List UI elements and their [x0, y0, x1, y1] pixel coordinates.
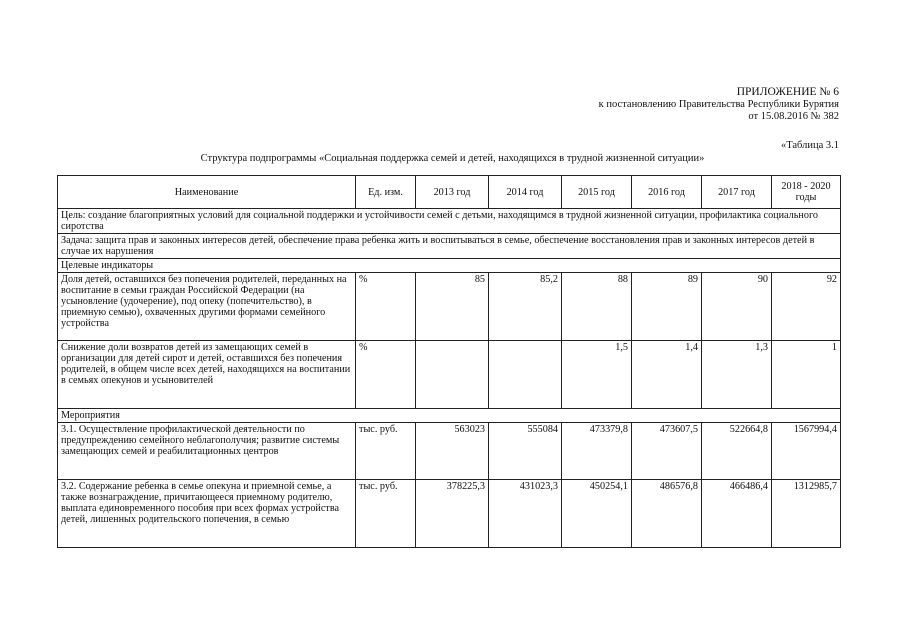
value-2015: 473379,8	[562, 423, 632, 480]
table-row	[58, 273, 841, 341]
value-2016: 1,4	[632, 341, 702, 409]
value-2018-2020: 1567994,4	[772, 423, 841, 480]
value-2018-2020: 1	[772, 341, 841, 409]
value-2014	[489, 341, 562, 409]
value-2016: 89	[632, 273, 702, 341]
value-2017: 90	[702, 273, 772, 341]
value-2013: 85	[416, 273, 489, 341]
col-header-2013: 2013 год	[416, 176, 489, 209]
table-row	[58, 341, 841, 409]
value-2015: 1,5	[562, 341, 632, 409]
value-2017: 466486,4	[702, 480, 772, 548]
col-header-2015: 2015 год	[562, 176, 632, 209]
row-name: Снижение доли возвратов детей из замещающих семей в организации для детей сирот и детей, оставшихся без попечения родителей, в общем числе всех детей, находящихся на воспитании в семьях опекунов и усыновителей	[58, 341, 356, 409]
row-unit: %	[356, 341, 416, 409]
task-row	[58, 234, 841, 259]
value-2016: 473607,5	[632, 423, 702, 480]
col-header-unit: Ед. изм.	[356, 176, 416, 209]
row-name: Доля детей, оставшихся без попечения родителей, переданных на воспитание в семьи граждан Российской Федерации (на усыновление (удочерение), под опеку (попечительство), в приемную семью), охваченных другими формами семейного устройства	[58, 273, 356, 341]
col-header-2016: 2016 год	[632, 176, 702, 209]
indicators-heading: Целевые индикаторы	[58, 259, 841, 273]
col-header-name: Наименование	[58, 176, 356, 209]
row-unit: тыс. руб.	[356, 423, 416, 480]
goal-row	[58, 209, 841, 234]
value-2014: 555084	[489, 423, 562, 480]
measures-heading-row	[58, 409, 841, 423]
col-header-2018-2020: 2018 - 2020 годы	[772, 176, 841, 209]
resolution-line: к постановлению Правительства Республики Бурятия	[598, 99, 839, 110]
row-unit: тыс. руб.	[356, 480, 416, 548]
page-title: Структура подпрограммы «Социальная поддержка семей и детей, находящихся в трудной жизненной ситуации»	[200, 153, 705, 164]
value-2018-2020: 92	[772, 273, 841, 341]
row-name: 3.2. Содержание ребенка в семье опекуна и приемной семье, а также вознаграждение, причитающееся приемному родителю, выплата единовременного пособия при всех формах устройства детей, лишенных родительского попечения, в семью	[58, 480, 356, 548]
table-header-row	[58, 176, 841, 209]
value-2013: 378225,3	[416, 480, 489, 548]
value-2017: 522664,8	[702, 423, 772, 480]
value-2013: 563023	[416, 423, 489, 480]
measures-heading: Мероприятия	[58, 409, 841, 423]
value-2018-2020: 1312985,7	[772, 480, 841, 548]
goal-text: Цель: создание благоприятных условий для социальной поддержки и устойчивости семей с детьми, находящимся в трудной жизненной ситуации, профилактика социального сиротства	[58, 209, 841, 234]
col-header-2017: 2017 год	[702, 176, 772, 209]
value-2013	[416, 341, 489, 409]
col-header-2014: 2014 год	[489, 176, 562, 209]
table-row	[58, 423, 841, 480]
structure-table	[57, 175, 841, 548]
value-2014: 85,2	[489, 273, 562, 341]
row-name: 3.1. Осуществление профилактической деятельности по предупреждению семейного неблагополучия; развитие системы замещающих семей и реабилитационных центров	[58, 423, 356, 480]
indicators-heading-row	[58, 259, 841, 273]
row-unit: %	[356, 273, 416, 341]
value-2016: 486576,8	[632, 480, 702, 548]
task-text: Задача: защита прав и законных интересов детей, обеспечение права ребенка жить и воспитываться в семье, обеспечение восстановления прав и законных интересов детей в случае их нарушения	[58, 234, 841, 259]
value-2017: 1,3	[702, 341, 772, 409]
appendix-label: ПРИЛОЖЕНИЕ № 6	[736, 86, 839, 98]
value-2015: 88	[562, 273, 632, 341]
table-reference: «Таблица 3.1	[780, 140, 839, 151]
date-number-line: от 15.08.2016 № 382	[748, 111, 839, 122]
value-2015: 450254,1	[562, 480, 632, 548]
table-row	[58, 480, 841, 548]
value-2014: 431023,3	[489, 480, 562, 548]
